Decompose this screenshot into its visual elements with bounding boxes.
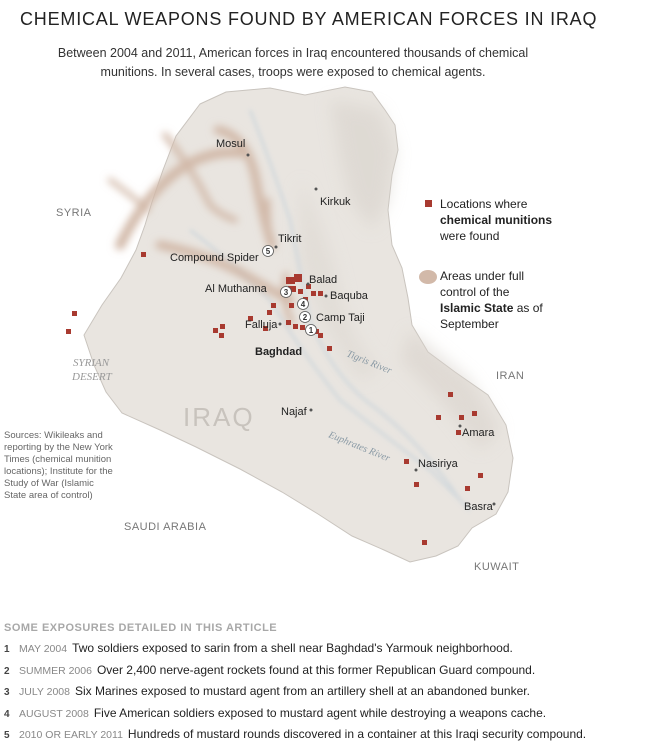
label-syrian: SYRIAN (73, 357, 110, 369)
exposure-marker-2 (300, 312, 311, 323)
label-compound-spider: Compound Spider (170, 252, 259, 264)
svg-text:1: 1 (308, 326, 314, 335)
exposure-item: 5 2010 OR EARLY 2011 Hundreds of mustard rounds discovered in a container at this Iraqi security compound. (4, 727, 587, 741)
label-baghdad: Baghdad (255, 346, 303, 358)
exposures-heading: SOME EXPOSURES DETAILED IN THIS ARTICLE (4, 622, 278, 634)
label-al-muthanna: Al Muthanna (205, 283, 267, 295)
exposures-list (4, 641, 586, 749)
label-falluja: Falluja (245, 319, 278, 331)
svg-text:2: 2 (302, 313, 308, 322)
label-kuwait: KUWAIT (474, 561, 520, 573)
svg-text:3: 3 (283, 288, 289, 297)
legend-munitions-swatch (425, 200, 432, 207)
label-baquba: Baquba (330, 290, 368, 302)
label-mosul: Mosul (216, 138, 246, 150)
page-title: CHEMICAL WEAPONS FOUND BY AMERICAN FORCES IN IRAQ (20, 9, 598, 29)
label-balad: Balad (309, 274, 338, 286)
sources-note: Sources: Wikileaks and reporting by the New York Times (chemical munition locations); Institute for the Study of War (Islamic State area of control) (4, 430, 113, 501)
label-euphrates: Euphrates River (326, 429, 392, 465)
label-najaf: Najaf (281, 406, 307, 418)
exposure-marker-4 (298, 299, 309, 310)
exposure-marker-5 (263, 246, 274, 257)
exposure-item: 1 MAY 2004 Two soldiers exposed to sarin from a shell near Baghdad's Yarmouk neighborhood. (4, 641, 513, 655)
svg-text:4: 4 (300, 300, 306, 309)
legend-islamic-state: Areas under full control of the Islamic State as of September (440, 269, 543, 331)
exposure-marker-3 (281, 287, 292, 298)
label-nasiriya: Nasiriya (418, 458, 458, 470)
label-amara: Amara (462, 427, 495, 439)
exposure-item: 3 JULY 2008 Six Marines exposed to mustard agent from an artillery shell at an abandoned bunker. (4, 684, 530, 698)
exposure-item: 2 SUMMER 2006 Over 2,400 nerve-agent rockets found at this former Republican Guard compound. (4, 662, 536, 677)
label-iran: IRAN (496, 370, 525, 382)
exposure-item: 4 AUGUST 2008 Five American soldiers exposed to mustard agent while destroying a weapons cache. (4, 705, 547, 720)
label-kirkuk: Kirkuk (320, 196, 351, 208)
label-iraq: IRAQ (183, 402, 255, 432)
label-desert: DESERT (72, 371, 112, 383)
label-saudi-arabia: SAUDI ARABIA (124, 521, 207, 533)
legend-islamic-state-swatch (419, 270, 437, 284)
legend-munitions: Locations where chemical munitions were found (440, 197, 553, 243)
exposure-marker-1 (306, 325, 317, 336)
svg-text:5: 5 (265, 247, 271, 256)
label-tigris: Tigris River (344, 348, 394, 377)
intro-text: Between 2004 and 2011, American forces in Iraq encountered thousands of chemical munitions. In several cases, troops were exposed to chemical agents. (57, 46, 529, 79)
label-camp-taji: Camp Taji (316, 312, 365, 324)
label-tikrit: Tikrit (278, 233, 302, 245)
label-syria: SYRIA (56, 207, 92, 219)
label-basra: Basra (464, 501, 493, 513)
